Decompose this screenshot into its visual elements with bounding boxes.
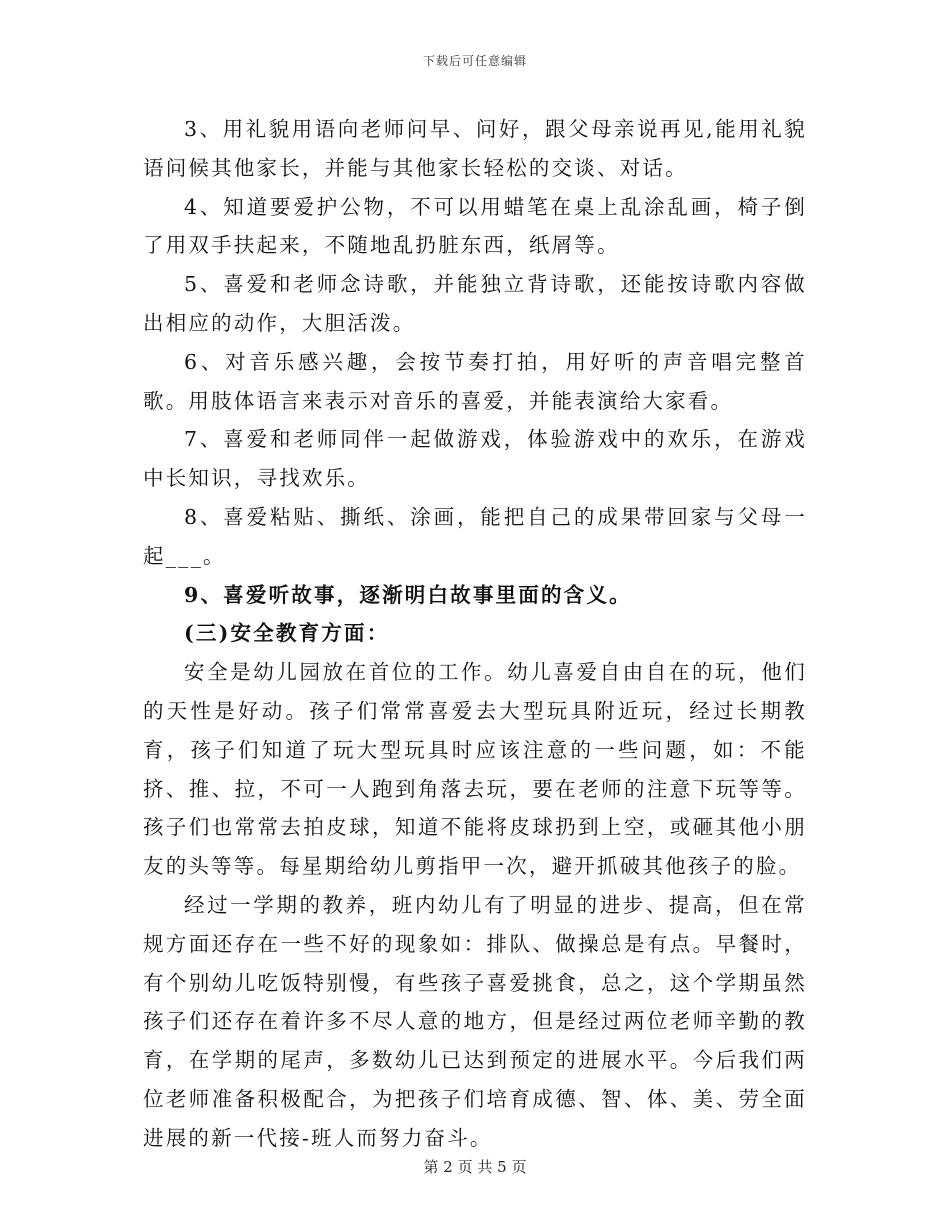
paragraph-item-8: 8、喜爱粘贴、撕纸、涂画，能把自己的成果带回家与父母一起___。 <box>143 504 807 568</box>
paragraph-summary: 经过一学期的教养，班内幼儿有了明显的进步、提高，但在常规方面还存在一些不好的现象如：排队、做操总是有点。早餐时，有个别幼儿吃饭特别慢，有些孩子喜爱挑食，总之，这个学期虽然孩子们还存在着许多不尽人意的地方，但是经过两位老师辛勤的教育，在学期的尾声，多数幼儿已达到预定的进展水平。今后我们两位老师准备积极配合，为把孩子们培育成德、智、体、美、劳全面进展的新一代接-班人而努力奋斗。 <box>143 892 807 1150</box>
paragraph-safety-body: 安全是幼儿园放在首位的工作。幼儿喜爱自由自在的玩，他们的天性是好动。孩子们常常喜爱去大型玩具附近玩，经过长期教育，孩子们知道了玩大型玩具时应该注意的一些问题，如：不能挤、推、拉，不可一人跑到角落去玩，要在老师的注意下玩等等。孩子们也常常去拍皮球，知道不能将皮球扔到上空，或砸其他小朋友的头等等。每星期给幼儿剪指甲一次，避开抓破其他孩子的脸。 <box>143 660 807 879</box>
paragraph-item-9: 9、喜爱听故事，逐渐明白故事里面的含义。 <box>184 582 632 607</box>
page-number-footer: 第 2 页 共 5 页 <box>423 1158 527 1176</box>
paragraph-item-4: 4、知道要爱护公物，不可以用蜡笔在桌上乱涂乱画，椅子倒了用双手扶起来，不随地乱扔脏东西，纸屑等。 <box>143 194 807 258</box>
document-body <box>143 110 807 1158</box>
section-heading-safety: (三)安全教育方面： <box>184 621 390 646</box>
paragraph-item-3: 3、用礼貌用语向老师问早、问好，跟父母亲说再见,能用礼貌语问候其他家长，并能与其他家长轻松的交谈、对话。 <box>143 117 807 180</box>
paragraph-item-7: 7、喜爱和老师同伴一起做游戏，体验游戏中的欢乐，在游戏中长知识，寻找欢乐。 <box>143 427 807 491</box>
paragraph-item-5: 5、喜爱和老师念诗歌，并能独立背诗歌，还能按诗歌内容做出相应的动作，大胆活泼。 <box>143 272 807 335</box>
page-header: 下载后可任意编辑 <box>422 54 527 68</box>
paragraph-item-6: 6、对音乐感兴趣，会按节奏打拍，用好听的声音唱完整首歌。用肢体语言来表示对音乐的喜爱，并能表演给大家看。 <box>143 349 807 413</box>
